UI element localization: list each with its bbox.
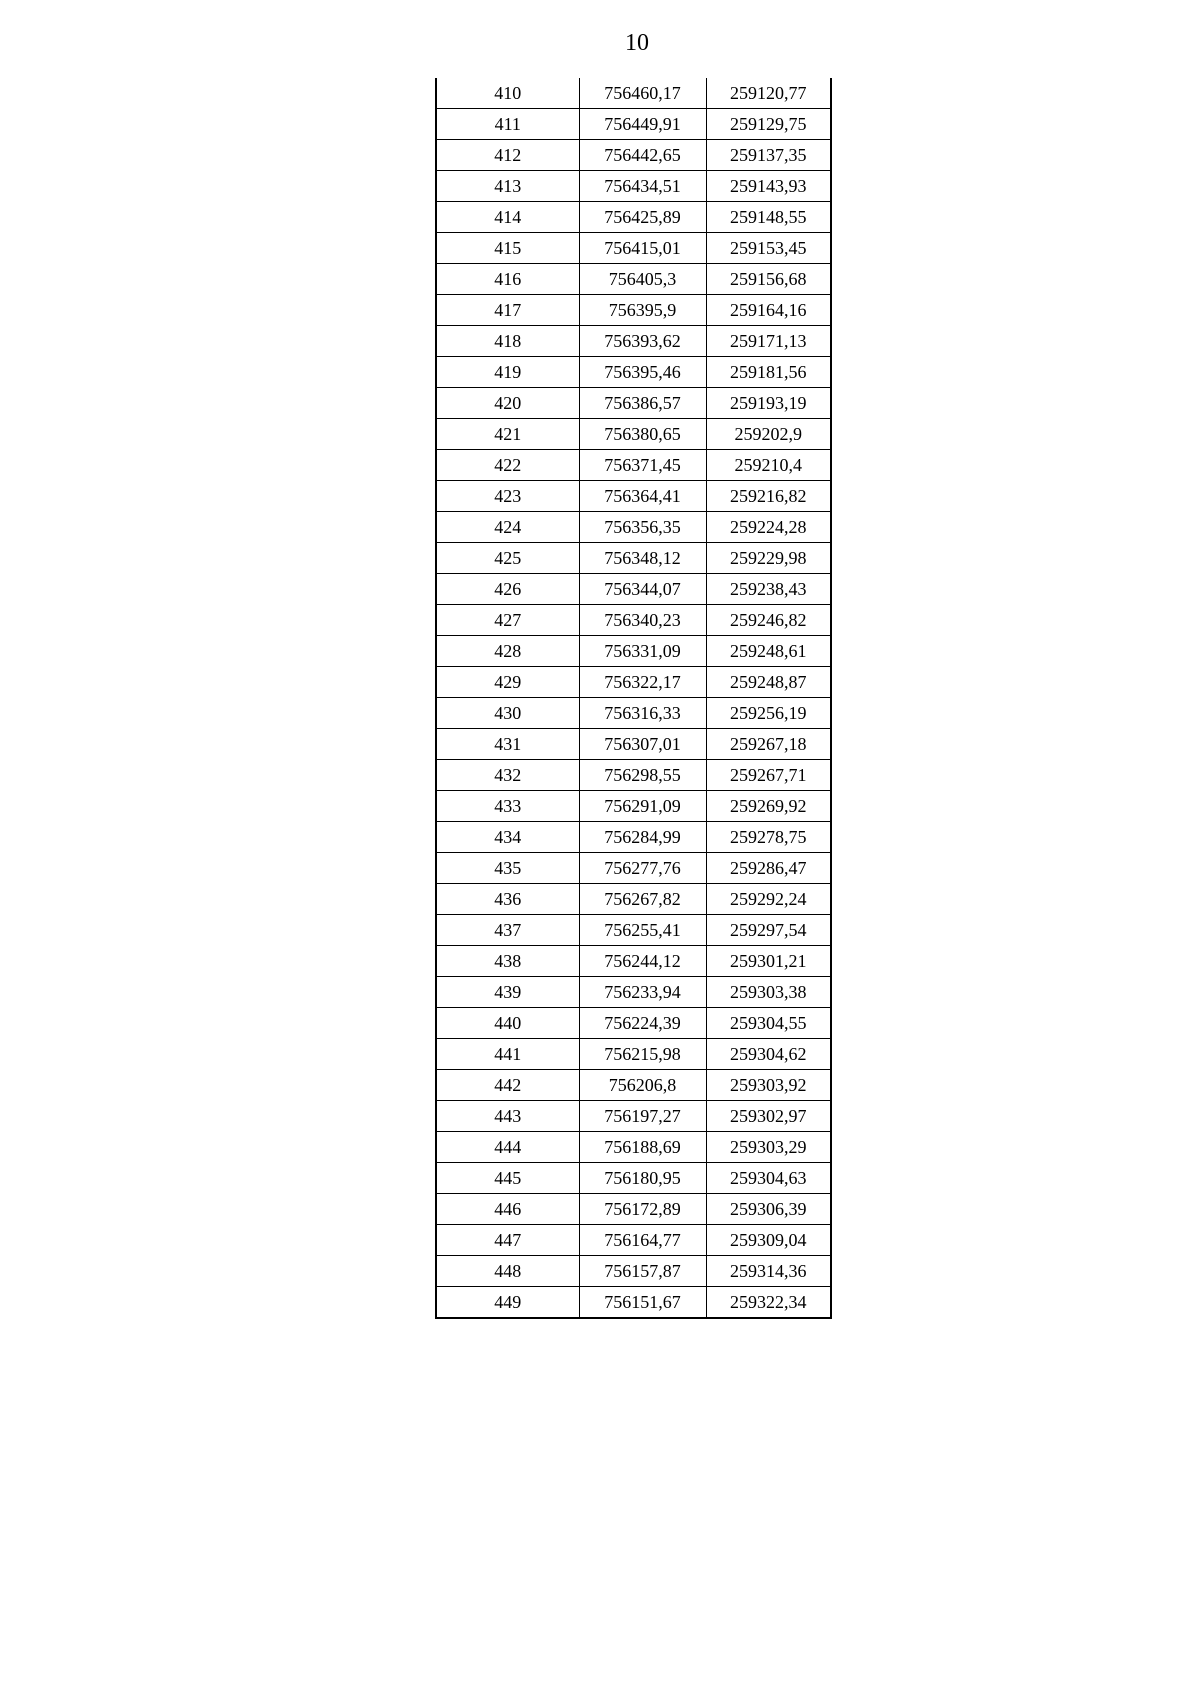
point-number-cell: 415 — [436, 233, 579, 264]
y-coordinate-cell: 259297,54 — [706, 915, 831, 946]
y-coordinate-cell: 259224,28 — [706, 512, 831, 543]
x-coordinate-cell: 756164,77 — [579, 1225, 706, 1256]
x-coordinate-cell: 756215,98 — [579, 1039, 706, 1070]
point-number-cell: 448 — [436, 1256, 579, 1287]
x-coordinate-cell: 756316,33 — [579, 698, 706, 729]
y-coordinate-cell: 259304,62 — [706, 1039, 831, 1070]
y-coordinate-cell: 259292,24 — [706, 884, 831, 915]
x-coordinate-cell: 756206,8 — [579, 1070, 706, 1101]
point-number-cell: 435 — [436, 853, 579, 884]
x-coordinate-cell: 756395,9 — [579, 295, 706, 326]
x-coordinate-cell: 756364,41 — [579, 481, 706, 512]
y-coordinate-cell: 259267,71 — [706, 760, 831, 791]
table-row — [436, 140, 831, 171]
y-coordinate-cell: 259304,55 — [706, 1008, 831, 1039]
table-row — [436, 1039, 831, 1070]
point-number-cell: 413 — [436, 171, 579, 202]
x-coordinate-cell: 756380,65 — [579, 419, 706, 450]
table-row — [436, 419, 831, 450]
point-number-cell: 432 — [436, 760, 579, 791]
point-number-cell: 433 — [436, 791, 579, 822]
y-coordinate-cell: 259164,16 — [706, 295, 831, 326]
y-coordinate-cell: 259229,98 — [706, 543, 831, 574]
point-number-cell: 441 — [436, 1039, 579, 1070]
point-number-cell: 449 — [436, 1287, 579, 1319]
x-coordinate-cell: 756233,94 — [579, 977, 706, 1008]
y-coordinate-cell: 259286,47 — [706, 853, 831, 884]
y-coordinate-cell: 259314,36 — [706, 1256, 831, 1287]
y-coordinate-cell: 259302,97 — [706, 1101, 831, 1132]
point-number-cell: 424 — [436, 512, 579, 543]
table-row — [436, 605, 831, 636]
point-number-cell: 423 — [436, 481, 579, 512]
x-coordinate-cell: 756344,07 — [579, 574, 706, 605]
x-coordinate-cell: 756393,62 — [579, 326, 706, 357]
x-coordinate-cell: 756157,87 — [579, 1256, 706, 1287]
x-coordinate-cell: 756172,89 — [579, 1194, 706, 1225]
y-coordinate-cell: 259303,38 — [706, 977, 831, 1008]
x-coordinate-cell: 756405,3 — [579, 264, 706, 295]
table-row — [436, 946, 831, 977]
x-coordinate-cell: 756188,69 — [579, 1132, 706, 1163]
table-row — [436, 171, 831, 202]
y-coordinate-cell: 259153,45 — [706, 233, 831, 264]
point-number-cell: 437 — [436, 915, 579, 946]
point-number-cell: 429 — [436, 667, 579, 698]
x-coordinate-cell: 756371,45 — [579, 450, 706, 481]
point-number-cell: 410 — [436, 78, 579, 109]
table-row — [436, 450, 831, 481]
x-coordinate-cell: 756449,91 — [579, 109, 706, 140]
point-number-cell: 436 — [436, 884, 579, 915]
x-coordinate-cell: 756442,65 — [579, 140, 706, 171]
table-row — [436, 1225, 831, 1256]
y-coordinate-cell: 259267,18 — [706, 729, 831, 760]
table-row — [436, 729, 831, 760]
y-coordinate-cell: 259181,56 — [706, 357, 831, 388]
coordinates-table — [435, 78, 832, 1319]
table-row — [436, 698, 831, 729]
table-row — [436, 1256, 831, 1287]
point-number-cell: 427 — [436, 605, 579, 636]
point-number-cell: 428 — [436, 636, 579, 667]
point-number-cell: 430 — [436, 698, 579, 729]
page-number: 10 — [625, 30, 649, 56]
point-number-cell: 418 — [436, 326, 579, 357]
y-coordinate-cell: 259256,19 — [706, 698, 831, 729]
point-number-cell: 440 — [436, 1008, 579, 1039]
y-coordinate-cell: 259306,39 — [706, 1194, 831, 1225]
point-number-cell: 444 — [436, 1132, 579, 1163]
y-coordinate-cell: 259143,93 — [706, 171, 831, 202]
x-coordinate-cell: 756298,55 — [579, 760, 706, 791]
x-coordinate-cell: 756180,95 — [579, 1163, 706, 1194]
x-coordinate-cell: 756434,51 — [579, 171, 706, 202]
x-coordinate-cell: 756356,35 — [579, 512, 706, 543]
table-row — [436, 667, 831, 698]
x-coordinate-cell: 756267,82 — [579, 884, 706, 915]
x-coordinate-cell: 756284,99 — [579, 822, 706, 853]
y-coordinate-cell: 259309,04 — [706, 1225, 831, 1256]
y-coordinate-cell: 259303,29 — [706, 1132, 831, 1163]
point-number-cell: 434 — [436, 822, 579, 853]
x-coordinate-cell: 756307,01 — [579, 729, 706, 760]
table-row — [436, 636, 831, 667]
table-row — [436, 326, 831, 357]
table-row — [436, 1287, 831, 1319]
y-coordinate-cell: 259216,82 — [706, 481, 831, 512]
y-coordinate-cell: 259322,34 — [706, 1287, 831, 1319]
coordinates-table-body — [436, 78, 831, 1318]
y-coordinate-cell: 259246,82 — [706, 605, 831, 636]
table-row — [436, 202, 831, 233]
table-row — [436, 481, 831, 512]
table-row — [436, 853, 831, 884]
y-coordinate-cell: 259248,61 — [706, 636, 831, 667]
y-coordinate-cell: 259238,43 — [706, 574, 831, 605]
table-row — [436, 78, 831, 109]
table-row — [436, 512, 831, 543]
table-row — [436, 574, 831, 605]
x-coordinate-cell: 756425,89 — [579, 202, 706, 233]
y-coordinate-cell: 259248,87 — [706, 667, 831, 698]
y-coordinate-cell: 259171,13 — [706, 326, 831, 357]
y-coordinate-cell: 259202,9 — [706, 419, 831, 450]
point-number-cell: 445 — [436, 1163, 579, 1194]
x-coordinate-cell: 756386,57 — [579, 388, 706, 419]
point-number-cell: 412 — [436, 140, 579, 171]
point-number-cell: 411 — [436, 109, 579, 140]
table-row — [436, 233, 831, 264]
y-coordinate-cell: 259269,92 — [706, 791, 831, 822]
point-number-cell: 420 — [436, 388, 579, 419]
point-number-cell: 419 — [436, 357, 579, 388]
table-row — [436, 1132, 831, 1163]
table-row — [436, 822, 831, 853]
x-coordinate-cell: 756460,17 — [579, 78, 706, 109]
table-row — [436, 543, 831, 574]
y-coordinate-cell: 259304,63 — [706, 1163, 831, 1194]
point-number-cell: 443 — [436, 1101, 579, 1132]
point-number-cell: 439 — [436, 977, 579, 1008]
y-coordinate-cell: 259137,35 — [706, 140, 831, 171]
table-row — [436, 977, 831, 1008]
x-coordinate-cell: 756255,41 — [579, 915, 706, 946]
point-number-cell: 447 — [436, 1225, 579, 1256]
table-row — [436, 1163, 831, 1194]
x-coordinate-cell: 756244,12 — [579, 946, 706, 977]
y-coordinate-cell: 259148,55 — [706, 202, 831, 233]
y-coordinate-cell: 259301,21 — [706, 946, 831, 977]
x-coordinate-cell: 756291,09 — [579, 791, 706, 822]
x-coordinate-cell: 756151,67 — [579, 1287, 706, 1319]
y-coordinate-cell: 259120,77 — [706, 78, 831, 109]
table-row — [436, 884, 831, 915]
point-number-cell: 425 — [436, 543, 579, 574]
x-coordinate-cell: 756322,17 — [579, 667, 706, 698]
table-row — [436, 1070, 831, 1101]
point-number-cell: 417 — [436, 295, 579, 326]
x-coordinate-cell: 756395,46 — [579, 357, 706, 388]
y-coordinate-cell: 259129,75 — [706, 109, 831, 140]
x-coordinate-cell: 756197,27 — [579, 1101, 706, 1132]
point-number-cell: 446 — [436, 1194, 579, 1225]
table-row — [436, 791, 831, 822]
x-coordinate-cell: 756331,09 — [579, 636, 706, 667]
x-coordinate-cell: 756415,01 — [579, 233, 706, 264]
point-number-cell: 416 — [436, 264, 579, 295]
y-coordinate-cell: 259303,92 — [706, 1070, 831, 1101]
table-row — [436, 1101, 831, 1132]
x-coordinate-cell: 756348,12 — [579, 543, 706, 574]
table-row — [436, 109, 831, 140]
point-number-cell: 431 — [436, 729, 579, 760]
point-number-cell: 421 — [436, 419, 579, 450]
table-row — [436, 1008, 831, 1039]
x-coordinate-cell: 756340,23 — [579, 605, 706, 636]
table-row — [436, 915, 831, 946]
table-row — [436, 357, 831, 388]
point-number-cell: 442 — [436, 1070, 579, 1101]
point-number-cell: 426 — [436, 574, 579, 605]
table-row — [436, 295, 831, 326]
table-row — [436, 1194, 831, 1225]
table-row — [436, 760, 831, 791]
y-coordinate-cell: 259210,4 — [706, 450, 831, 481]
x-coordinate-cell: 756277,76 — [579, 853, 706, 884]
table-row — [436, 264, 831, 295]
y-coordinate-cell: 259156,68 — [706, 264, 831, 295]
point-number-cell: 438 — [436, 946, 579, 977]
x-coordinate-cell: 756224,39 — [579, 1008, 706, 1039]
point-number-cell: 422 — [436, 450, 579, 481]
table-row — [436, 388, 831, 419]
y-coordinate-cell: 259278,75 — [706, 822, 831, 853]
point-number-cell: 414 — [436, 202, 579, 233]
y-coordinate-cell: 259193,19 — [706, 388, 831, 419]
